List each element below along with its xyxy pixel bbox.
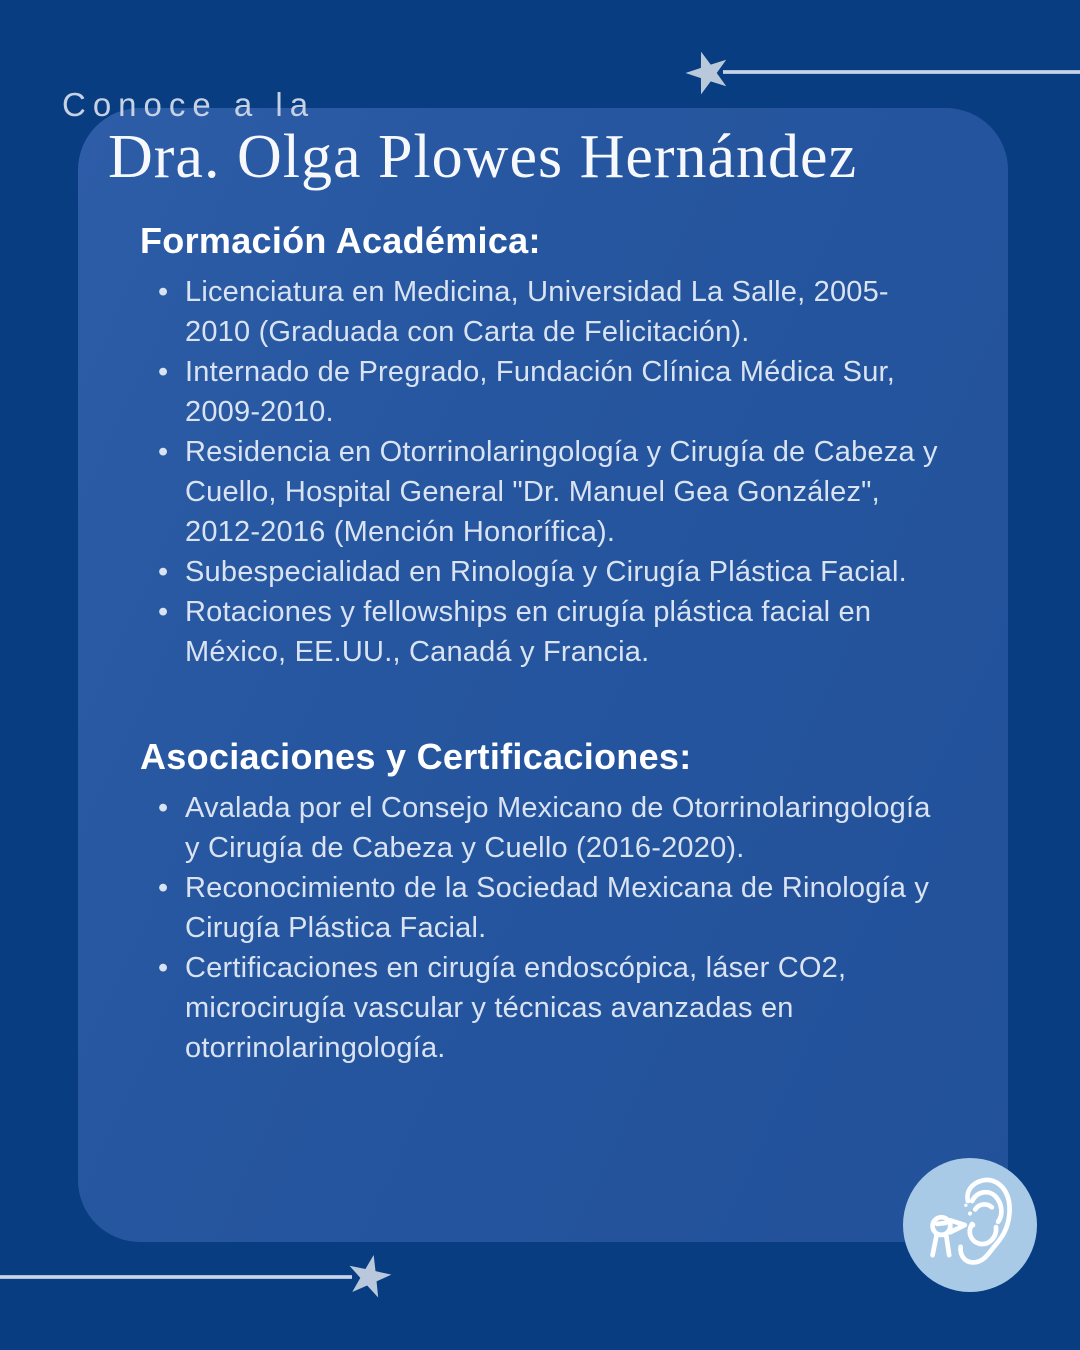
section-heading: Formación Académica: [140,220,541,261]
badge-circle [903,1158,1037,1292]
list-item: • Residencia en Otorrinolaringología y Cirugía de Cabeza y Cuello, Hospital General "Dr. Manuel Gea González", 2012-2016 (Mención Honorífica). [140,432,952,552]
section-asociaciones-certificaciones [140,736,974,1068]
section-heading: Asociaciones y Certificaciones: [140,736,692,777]
list-item: • Certificaciones en cirugía endoscópica, láser CO2, microcirugía vascular y técnicas avanzadas en otorrinolaringología. [140,948,952,1068]
page-title: Dra. Olga Plowes Hernández [108,123,858,191]
star-icon [339,1247,398,1306]
list-item: • Rotaciones y fellowships en cirugía plástica facial en México, EE.UU., Canadá y Francia. [140,592,952,672]
bullet-list [140,272,952,672]
bullet-list [140,788,952,1068]
horizontal-rule-bottom [0,1275,352,1279]
list-item: • Licenciatura en Medicina, Universidad La Salle, 2005-2010 (Graduada con Carta de Felicitación). [140,272,952,352]
ear-otoscope-icon [918,1173,1022,1277]
list-item: • Reconocimiento de la Sociedad Mexicana de Rinología y Cirugía Plástica Facial. [140,868,952,948]
info-card [78,108,1008,1242]
list-item: • Internado de Pregrado, Fundación Clínica Médica Sur, 2009-2010. [140,352,952,432]
section-formacion-academica [140,220,974,672]
eyebrow-text: Conoce a la [62,86,316,123]
list-item: • Avalada por el Consejo Mexicano de Otorrinolaringología y Cirugía de Cabeza y Cuello (2016-2020). [140,788,952,868]
list-item: • Subespecialidad en Rinología y Cirugía Plástica Facial. [140,552,952,592]
horizontal-rule-top [723,70,1080,74]
